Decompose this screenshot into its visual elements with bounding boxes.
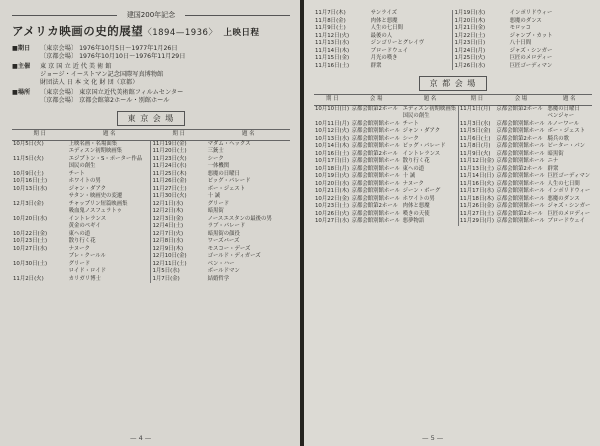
- screening-date: 11月16日(火): [459, 180, 494, 187]
- anniversary-header: [12, 10, 290, 20]
- screening-date: [12, 148, 68, 156]
- screening-date: 10月20日(水): [13, 215, 48, 222]
- column-header: 期 日: [12, 130, 68, 141]
- tokyo-section-title: 東 京 会 場: [117, 111, 186, 126]
- venue: 京都会館第2ホール: [351, 203, 399, 209]
- film-title: 悪魔のダンス: [509, 17, 542, 24]
- screening-date: 1月23日(日): [453, 40, 509, 48]
- film-title: 悪魔の日曜日: [547, 105, 580, 112]
- film-title: モスコー・デーズ: [207, 245, 251, 252]
- film-title: ボー・ジェスト: [547, 128, 586, 134]
- film-title: 群衆: [547, 165, 559, 172]
- film-title: イントレランス: [402, 150, 441, 157]
- film-title: チャップリン短篇映画集: [68, 200, 128, 207]
- screening-date: [12, 268, 68, 276]
- screening-date: 10月13日(水): [13, 185, 48, 192]
- screening-date: 11月30日(火): [151, 193, 207, 201]
- column-header: 期 日: [458, 95, 495, 106]
- page-title: [12, 23, 290, 39]
- table-row: [12, 216, 290, 224]
- film-title: サンライズ: [370, 10, 398, 16]
- film-title: ホワイトの男: [68, 178, 101, 184]
- screening-date: [12, 253, 68, 261]
- screening-date: 10月5日(火): [13, 140, 44, 147]
- film-title: グリード: [68, 260, 91, 267]
- column-header: 期 日: [151, 130, 207, 141]
- table-row: [314, 113, 592, 121]
- table-row: [314, 203, 592, 211]
- screening-date: 12月4日(土): [151, 223, 207, 231]
- screening-date: 12月11日(土): [151, 261, 207, 269]
- film-title: 最後の人: [370, 32, 393, 39]
- table-row: [314, 121, 592, 129]
- screening-date: 11月12日(金): [459, 158, 494, 164]
- table-row: [314, 136, 592, 144]
- film-title: インポリドウィー: [509, 10, 553, 16]
- film-title: 悪魔のダンス: [547, 195, 580, 202]
- film-title: チート: [402, 120, 419, 127]
- title-text: アメリカ映画の史的展望: [12, 24, 144, 38]
- tokyo-schedule-table: [12, 129, 290, 283]
- screening-date: 11月25日(木): [151, 171, 207, 179]
- screening-date: 1月21日(金): [453, 25, 509, 33]
- table-row: [314, 181, 592, 189]
- film-title: ジャズ・シンガー: [547, 203, 591, 209]
- screening-date: 10月18日(月): [315, 165, 350, 172]
- screening-date: 1月5日(水): [151, 268, 207, 276]
- film-title: 人生の七日間: [547, 180, 580, 187]
- film-title: ジャン・ダアク: [68, 185, 107, 192]
- table-row: [314, 18, 592, 26]
- screening-date: 11月6日(土): [458, 136, 495, 144]
- table-row: [12, 178, 290, 186]
- table-row: [12, 140, 290, 148]
- screening-date: 1月25日(火): [453, 55, 509, 63]
- film-title: グリード: [207, 200, 230, 207]
- info-value: [40, 45, 290, 61]
- screening-date: 11月7日(木): [315, 10, 346, 16]
- screening-date: 12月1日(水): [151, 201, 207, 209]
- film-title: 巨匠のメロディー: [547, 210, 591, 217]
- screening-date: 10月22日(金): [13, 230, 48, 237]
- venue: 京都会館別館ホール: [496, 195, 545, 202]
- screening-date: 12月7日(火): [151, 231, 207, 239]
- screening-date: 11月14日(木): [315, 47, 350, 54]
- screening-date: 1月26日(水): [453, 63, 509, 71]
- film-title: 十 誡: [402, 173, 416, 179]
- screening-date: 10月14日(木): [315, 143, 350, 149]
- film-title: 結婚哲学: [207, 275, 230, 282]
- screening-date: 11月16日(土): [315, 62, 350, 69]
- film-title: ピーター・パン: [547, 143, 585, 149]
- header-rule-left: [12, 15, 117, 16]
- screening-date: 10月20日(水): [315, 180, 350, 187]
- venue: 京都会館別館ホール: [496, 173, 545, 179]
- screening-date: 11月27日(土): [459, 210, 494, 217]
- screening-date: 10月27日(水): [315, 218, 350, 224]
- info-line: 〔京都会場〕 京都会館第2ホール・別館ホール: [40, 97, 170, 104]
- film-title: 八十日間: [509, 40, 532, 46]
- venue: [495, 113, 546, 121]
- film-title: 東への道: [402, 165, 425, 172]
- venue: [351, 113, 402, 121]
- table-row: [314, 143, 592, 151]
- screening-date: 11月13日(水): [315, 40, 350, 46]
- title-subtitle: 上映日程: [223, 28, 260, 38]
- table-row: [12, 223, 290, 231]
- screening-date: 11月13日(土): [459, 165, 494, 172]
- screening-date: 1月7日(金): [151, 276, 207, 284]
- venue: 京都会館第2ホール: [496, 210, 543, 217]
- kyoto-schedule-table: [314, 94, 592, 226]
- table-row: [314, 218, 592, 226]
- venue: 京都会館別館ホール: [351, 128, 400, 134]
- film-title: 上映名画・名場面集: [68, 140, 118, 147]
- venue: 京都会館第2ホール: [496, 165, 543, 172]
- screening-date: [12, 223, 68, 231]
- info-line: 〔京都会場〕 1976年10月10日〜1976年11月29日: [40, 53, 186, 60]
- film-title: ジャズ・シンガー: [509, 47, 553, 54]
- screening-date: 11月14日(日): [459, 173, 494, 179]
- venue: 京都会館別館ホール: [351, 218, 400, 224]
- film-title: ラブ・パレード: [207, 223, 246, 229]
- screening-date: 11月9日(土): [315, 25, 346, 31]
- info-value: [40, 63, 290, 87]
- screening-date: 11月19日(金): [151, 140, 207, 148]
- film-title: チート: [68, 170, 85, 177]
- right-page: [304, 0, 600, 446]
- screening-date: 12月8日(水): [151, 238, 207, 246]
- column-header: 会 場: [351, 95, 402, 106]
- film-title: ボールドマン: [207, 268, 240, 274]
- info-value: [40, 89, 290, 105]
- table-row: [314, 158, 592, 166]
- venue: 京都会館別館ホール: [496, 218, 545, 224]
- table-row: [314, 173, 592, 181]
- table-row: [12, 148, 290, 156]
- screening-date: 12月2日(木): [151, 208, 207, 216]
- screening-date: 11月9日(火): [458, 151, 495, 159]
- screening-date: 10月16日(土): [13, 178, 48, 184]
- film-title: 吸血鬼ノスフェラトゥ: [68, 208, 122, 214]
- screening-date: 11月8日(月): [458, 143, 495, 151]
- film-title: ボー・ジェスト: [207, 185, 246, 192]
- table-row: [314, 25, 592, 33]
- venue: 京都会館別館ホール: [351, 210, 400, 217]
- screening-date: 12月3日(金): [151, 216, 207, 224]
- screening-date: 11月23日(火): [151, 156, 207, 164]
- table-row: [12, 246, 290, 254]
- screening-date: 10月21日(木): [315, 188, 350, 194]
- venue: 京都会館別館ホール: [351, 195, 400, 202]
- film-title: シーク: [207, 155, 224, 162]
- screening-date: 10月26日(火): [315, 210, 350, 217]
- film-title: ジンゴリーとグレイヴ: [370, 40, 425, 46]
- event-info: [12, 45, 290, 105]
- screening-date: 11月26日(金): [151, 178, 207, 186]
- screening-date: 11月2日(火): [13, 275, 44, 282]
- film-title: ノースエスタンの最後の男: [207, 215, 272, 222]
- screening-date: 11月8日(金): [315, 17, 346, 24]
- table-row: [12, 193, 290, 201]
- screening-date: [12, 193, 68, 201]
- table-row: [12, 276, 290, 284]
- screening-date: 11月24日(水): [151, 163, 207, 171]
- screening-date: 11月17日(水): [459, 188, 494, 194]
- film-title: ブロードウェイ: [547, 218, 585, 224]
- film-title: シーク: [402, 135, 419, 142]
- column-header: 題 名: [207, 130, 290, 141]
- table-row: [12, 253, 290, 261]
- info-line: 〔東京会場〕 1976年10月5日〜1977年1月26日: [40, 45, 178, 52]
- table-row: [314, 10, 592, 18]
- screening-date: 11月5日(火): [13, 155, 44, 162]
- info-line: 〔東京会場〕 東京国立近代美術館フィルムセンター: [40, 89, 184, 96]
- info-line: ジョージ・イーストマン記念国際写真博物館: [40, 71, 164, 78]
- screening-date: 10月23日(土): [13, 238, 48, 244]
- info-label: ■主催: [12, 63, 31, 70]
- column-header: 題 名: [546, 95, 592, 106]
- screening-date: 11月1日(月): [458, 105, 495, 113]
- film-title: 暗黒街: [547, 150, 564, 157]
- film-title: ナヌーク: [68, 245, 90, 252]
- screening-date: 11月12日(火): [315, 32, 350, 39]
- film-title: エジプトン・S・ポーター作品: [68, 155, 143, 162]
- film-title: ブレ・クールル: [68, 253, 106, 259]
- screening-date: 12月10日(金): [151, 253, 207, 261]
- table-row: [12, 231, 290, 239]
- film-title: 悪夢物語: [402, 218, 425, 224]
- table-row: [12, 163, 290, 171]
- film-title: ニナ: [547, 158, 559, 164]
- film-title: 散り行く花: [402, 158, 430, 164]
- venue: 京都会館別館ホール: [351, 120, 400, 127]
- venue: 京都会館別館ホール: [351, 158, 400, 164]
- film-title: エディスン初期映画集: [68, 148, 123, 154]
- screening-date: 10月13日(水): [315, 135, 350, 142]
- screening-date: 10月10日(日): [315, 105, 350, 112]
- tokyo-schedule-body: [12, 140, 290, 283]
- table-row: [12, 268, 290, 276]
- film-title: 騎兵の歌: [547, 135, 570, 142]
- title-years: 〈1894—1936〉: [143, 28, 218, 38]
- info-line: 東 京 国 立 近 代 美 術 館: [40, 63, 112, 70]
- screening-date: 11月18日(木): [459, 195, 494, 202]
- film-title: 肉体と悪魔: [402, 203, 430, 209]
- screening-date: 10月17日(日): [315, 158, 350, 164]
- film-title: 暗黒街の顔役: [207, 230, 240, 237]
- film-title: 三銃士: [207, 148, 224, 154]
- table-row: [314, 196, 592, 204]
- screening-date: 1月24日(月): [453, 48, 509, 56]
- film-title: カリガリ博士: [68, 275, 101, 282]
- screening-date: 10月16日(土): [315, 150, 350, 157]
- film-title: 肉体と悪魔: [370, 17, 398, 24]
- table-row: [314, 63, 592, 71]
- venue: 京都会館別館ホール: [351, 180, 400, 187]
- film-title: 巨匠ゴーディマン: [509, 62, 553, 69]
- film-title: 黄金のペギイ: [68, 223, 101, 229]
- venue: 京都会館第2ホール: [351, 105, 399, 112]
- screening-date: 11月27日(土): [151, 186, 207, 194]
- film-title: 一体機関: [207, 163, 230, 169]
- screening-date: 1月22日(土): [453, 33, 509, 41]
- film-title: 散り行く花: [68, 238, 96, 244]
- film-title: エディスン初期映画集: [402, 105, 457, 112]
- screening-date: 10月22日(金): [315, 195, 350, 202]
- table-row: [314, 151, 592, 159]
- table-row: [12, 186, 290, 194]
- film-title: 暗黒街: [207, 208, 224, 214]
- kyoto-section-title: 京 都 会 場: [419, 76, 488, 91]
- table-row: [12, 171, 290, 179]
- film-title: ジーン・ボーグ: [402, 188, 441, 194]
- film-title: 巨匠のメロディー: [509, 55, 553, 61]
- film-title: ビッグ・パレード: [207, 178, 251, 184]
- screening-date: 10月19日(火): [315, 173, 350, 179]
- film-title: 国民の創生: [402, 113, 430, 119]
- film-title: ゴールド・ディガーズ: [207, 253, 261, 259]
- venue: 京都会館第2ホール: [496, 105, 543, 112]
- table-row: [12, 201, 290, 209]
- screening-date: 10月27日(水): [13, 245, 48, 252]
- screening-date: [12, 163, 68, 171]
- film-title: ナヌーク: [402, 180, 424, 187]
- film-title: ルノーワール: [547, 120, 580, 127]
- screening-date: 10月9日(土): [13, 170, 44, 177]
- table-row: [12, 156, 290, 164]
- column-header: 会 場: [495, 95, 546, 106]
- venue: 京都会館別館ホール: [351, 165, 400, 172]
- screening-date: 1月19日(水): [453, 10, 509, 18]
- table-row: [314, 105, 592, 113]
- venue: 京都会館別館ホール: [351, 173, 400, 179]
- info-label: ■場所: [12, 89, 31, 96]
- tokyo-section-heading: [12, 111, 290, 126]
- film-title: 嘆きの天使: [402, 210, 430, 217]
- venue: 京都会館別館ホール: [351, 135, 400, 142]
- column-header: 題 名: [402, 95, 459, 106]
- tokyo-schedule-continued-body: [314, 10, 592, 70]
- film-title: ベンジャー: [547, 113, 575, 119]
- film-title: ジャンプ・カット: [509, 32, 553, 39]
- page-number: — 5 —: [422, 434, 444, 442]
- film-title: ベン・ハー: [207, 260, 235, 267]
- screening-date: 11月29日(月): [459, 218, 494, 224]
- screening-date: [314, 113, 351, 121]
- venue: 京都会館別館ホール: [496, 188, 545, 194]
- venue: 京都会館別館ホール: [496, 180, 545, 187]
- table-row: [12, 208, 290, 216]
- film-title: イントレランス: [68, 215, 107, 222]
- column-header: 題 名: [68, 130, 151, 141]
- table-row: [314, 128, 592, 136]
- screening-date: 10月30日(土): [13, 260, 48, 267]
- venue: 京都会館第2ホール: [351, 150, 399, 157]
- tokyo-schedule-continued: [314, 10, 592, 70]
- film-title: サタン・映画史の変遷: [68, 193, 123, 199]
- venue: 京都会館別館ホール: [351, 143, 400, 149]
- film-title: 月光の嘆き: [370, 55, 398, 61]
- column-header: 期 日: [314, 95, 351, 106]
- venue: 京都会館別館ホール: [351, 188, 400, 194]
- film-title: 悪魔の日曜日: [207, 170, 240, 177]
- screening-date: 1月20日(木): [453, 18, 509, 26]
- venue: 京都会館別館ホール: [496, 150, 545, 157]
- info-line: 財団法人 日 本 文 化 財 団（京都）: [40, 79, 139, 86]
- film-title: ワーズバーズ: [207, 238, 240, 244]
- film-title: マダム・ヘックス: [207, 140, 251, 147]
- venue: 京都会館別館ホール: [496, 158, 545, 164]
- film-title: ロイド・ロイド: [68, 268, 107, 274]
- kyoto-section-heading: [314, 76, 592, 91]
- film-title: 十 誡: [207, 193, 221, 199]
- film-title: ホワイトの男: [402, 195, 435, 202]
- film-title: モロッコ: [509, 25, 532, 31]
- film-title: インポリドウィー: [547, 188, 591, 194]
- table-row: [12, 238, 290, 246]
- screening-date: 11月26日(金): [459, 203, 494, 209]
- info-label: ■期日: [12, 45, 31, 52]
- screening-date: 11月15日(金): [315, 55, 350, 61]
- screening-date: 11月20日(土): [151, 148, 207, 156]
- table-row: [314, 48, 592, 56]
- film-title: ジャン・ダアク: [402, 128, 441, 134]
- screening-date: 10月11日(月): [315, 120, 350, 127]
- anniversary-label: 建国200年記念: [126, 11, 176, 19]
- table-row: [314, 211, 592, 219]
- table-row: [314, 40, 592, 48]
- venue: 京都会館別館ホール: [496, 120, 545, 127]
- venue: 京都会館別館ホール: [496, 128, 545, 134]
- venue: 京都会館第2ホール: [496, 135, 543, 142]
- film-title: 東への道: [68, 230, 91, 237]
- screening-date: 12月3日(金): [13, 200, 44, 207]
- table-row: [314, 188, 592, 196]
- film-title: 巨匠ゴーディマン: [547, 173, 591, 179]
- venue: 京都会館別館ホール: [496, 203, 545, 209]
- film-title: 人生の七日間: [370, 25, 403, 31]
- table-row: [314, 166, 592, 174]
- film-title: ブロードウェイ: [370, 47, 409, 54]
- screening-date: 11月3日(水): [458, 121, 495, 129]
- film-title: 群衆: [370, 62, 382, 69]
- table-row: [12, 261, 290, 269]
- screening-date: [12, 208, 68, 216]
- page-number: — 4 —: [130, 434, 152, 442]
- screening-date: 11月5日(金): [458, 128, 495, 136]
- table-row: [314, 33, 592, 41]
- screening-date: 12月9日(木): [151, 246, 207, 254]
- film-title: 国民の創生: [68, 163, 96, 169]
- header-rule-right: [185, 15, 290, 16]
- kyoto-schedule-body: [314, 105, 592, 226]
- screening-date: [458, 113, 495, 121]
- table-row: [314, 55, 592, 63]
- screening-date: 10月12日(火): [315, 128, 350, 134]
- screening-date: 10月23日(土): [315, 203, 350, 209]
- venue: 京都会館別館ホール: [496, 143, 545, 149]
- film-title: ビッグ・パレード: [402, 143, 446, 149]
